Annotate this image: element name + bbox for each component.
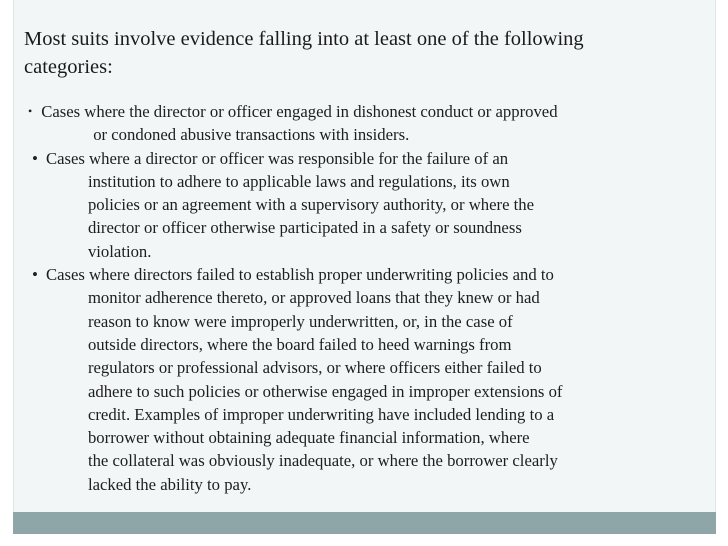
bullet-line: borrower without obtaining adequate financial information, where: [87, 428, 530, 448]
bullet-line: regulators or professional advisors, or where officers either failed to: [87, 358, 542, 378]
bullet-icon: •: [32, 265, 38, 285]
bullet-line: or condoned abusive transactions with insiders.: [93, 125, 410, 145]
bullet-line: institution to adhere to applicable laws and regulations, its own: [87, 171, 510, 191]
bullet-item-compliance-failure: [32, 147, 708, 263]
bullet-line: Cases where the director or officer engaged in dishonest conduct or approved: [41, 102, 558, 121]
bullet-line: adhere to such policies or otherwise engaged in improper extensions of: [87, 381, 563, 401]
bullet-item-dishonest-conduct: [28, 100, 708, 147]
bullet-line: director or officer otherwise participated in a safety or soundness: [87, 218, 522, 238]
bullet-text: [46, 263, 708, 496]
bullet-line: the collateral was obviously inadequate, or where the borrower clearly: [87, 451, 558, 471]
bullet-line: violation.: [87, 241, 152, 261]
heading-line: categories:: [24, 56, 113, 78]
bullet-text: [41, 100, 708, 147]
bullet-item-underwriting: [32, 263, 708, 496]
bullet-icon: •: [32, 148, 38, 168]
bullet-line: outside directors, where the board failed to heed warnings from: [87, 334, 512, 354]
slide-heading: [24, 25, 714, 81]
footer-bar: [13, 512, 716, 534]
bullet-line: lacked the ability to pay.: [87, 474, 252, 494]
bullet-line: credit. Examples of improper underwriting have included lending to a: [87, 404, 555, 424]
bullet-line: policies or an agreement with a supervisory authority, or where the: [87, 195, 535, 215]
bullet-line: monitor adherence thereto, or approved loans that they knew or had: [87, 288, 540, 308]
bullet-line: Cases where a director or officer was responsible for the failure of an: [45, 148, 509, 168]
bullet-line: reason to know were improperly underwritten, or, in the case of: [87, 311, 513, 331]
bullet-line: Cases where directors failed to establish proper underwriting policies and to: [45, 265, 554, 285]
bullet-text: [46, 147, 708, 263]
bullet-list: [28, 100, 708, 496]
heading-line: Most suits involve evidence falling into at least one of the following: [24, 28, 584, 50]
bullet-icon: •: [28, 104, 33, 118]
